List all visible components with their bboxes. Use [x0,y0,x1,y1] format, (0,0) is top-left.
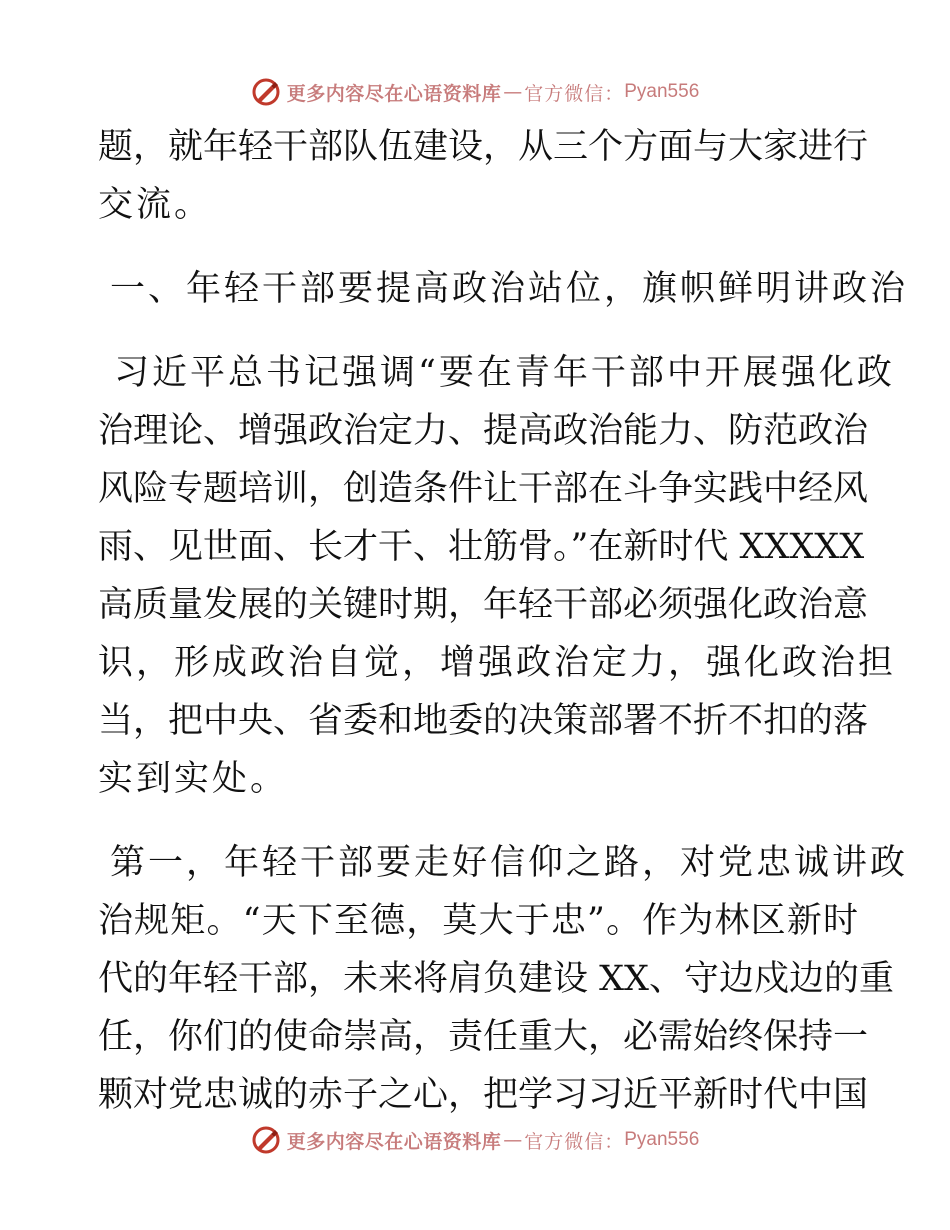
text-line: 代的年轻干部，未来将肩负建设 XX、守边戍边的重 [98,959,894,999]
text-line: 当，把中央、省委和地委的决策部署不折不扣的落 [98,701,869,741]
watermark-label: 官方微信： [524,1130,625,1153]
watermark-text: 更多内容尽在心语资料库 [286,82,502,105]
text-line: 实到实处。 [98,759,289,799]
watermark-label: 官方微信： [524,82,625,105]
watermark-header [0,72,950,112]
text-line: 高质量发展的关键时期，年轻干部必须强化政治意 [98,585,869,625]
watermark-footer [0,1120,950,1160]
document-body [98,118,909,1124]
watermark-id: Pyan556 [624,1129,700,1150]
text-line: 治规矩。“天下至德，莫大于忠”。作为林区新时 [98,901,858,941]
text-line: 雨、见世面、长才干、壮筋骨。”在新时代 XXXXX [98,527,865,567]
watermark-text: 更多内容尽在心语资料库 [286,1130,502,1153]
text-line: 任，你们的使命崇高，责任重大，必需始终保持一 [98,1017,869,1057]
watermark-id: Pyan556 [624,81,700,102]
text-line: 交流。 [98,185,213,225]
section-heading: 一、年轻干部要提高政治站位，旗帜鲜明讲政治 [110,269,909,309]
text-line: 题，就年轻干部队伍建设，从三个方面与大家进行 [98,127,869,167]
text-line: 颗对党忠诚的赤子之心，把学习习近平新时代中国 [98,1075,869,1115]
text-line: 风险专题培训，创造条件让干部在斗争实践中经风 [98,469,869,509]
pen-logo-icon [251,77,281,107]
watermark-separator: — [503,1129,523,1151]
text-line: 治理论、增强政治定力、提高政治能力、防范政治 [98,411,869,451]
text-line: 识，形成政治自觉，增强政治定力，强化政治担 [98,643,897,683]
text-line: 习近平总书记强调“要在青年干部中开展强化政 [114,353,895,393]
pen-logo-icon [251,1125,281,1155]
text-line: 第一，年轻干部要走好信仰之路，对党忠诚讲政 [110,843,909,883]
watermark-separator: — [503,81,523,103]
